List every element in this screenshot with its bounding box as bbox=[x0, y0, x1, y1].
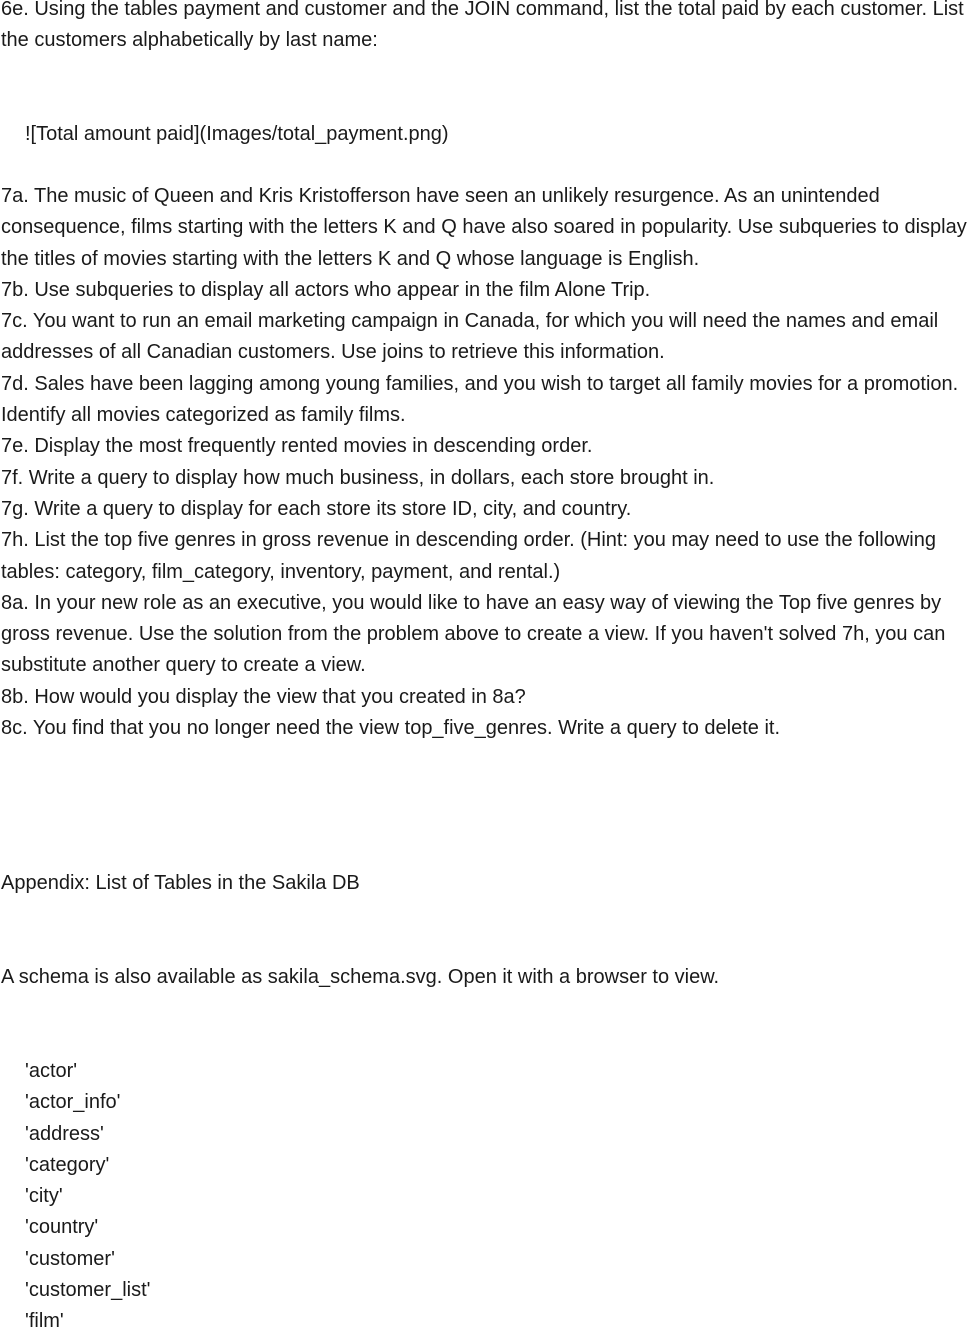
question-7g: 7g. Write a query to display for each store its store ID, city, and country. bbox=[1, 497, 632, 520]
question-7c: 7c. You want to run an email marketing campaign in Canada, for which you will need the names and email addresses of all Canadian customers. Use joins to retrieve this information. bbox=[1, 310, 939, 364]
question-7e: 7e. Display the most frequently rented movies in descending order. bbox=[1, 435, 593, 458]
table-list-item: 'country' bbox=[25, 1216, 99, 1239]
question-list bbox=[1, 181, 972, 744]
image-markdown-reference: ![Total amount paid](Images/total_payment.png) bbox=[25, 123, 449, 145]
question-7a: 7a. The music of Queen and Kris Kristofferson have seen an unlikely resurgence. As an unintended consequence, films starting with the letters K and Q have also soared in popularity. Use subqueries to display the titles of movies starting with the letters K and Q whose language is English. bbox=[1, 185, 967, 270]
question-7d: 7d. Sales have been lagging among young families, and you wish to target all family movies for a promotion. Identify all movies categorized as family films. bbox=[1, 372, 959, 427]
table-list-item: 'actor_info' bbox=[25, 1091, 121, 1114]
question-7h: 7h. List the top five genres in gross revenue in descending order. (Hint: you may need to use the following tables: category, film_category, inventory, payment, and rental.) bbox=[1, 529, 936, 583]
table-list-item: 'address' bbox=[25, 1122, 104, 1145]
table-list-item: 'actor' bbox=[25, 1060, 78, 1082]
question-8a: 8a. In your new role as an executive, you would like to have an easy way of viewing the Top five genres by gross revenue. Use the solution from the problem above to create a view. If you haven't solved 7h, you can substitute another query to create a view. bbox=[1, 591, 946, 677]
appendix-heading: Appendix: List of Tables in the Sakila DB bbox=[1, 872, 360, 894]
table-list-item: 'customer_list' bbox=[25, 1279, 151, 1302]
table-list-item: 'category' bbox=[25, 1153, 110, 1176]
question-8c: 8c. You find that you no longer need the view top_five_genres. Write a query to delete it. bbox=[1, 717, 781, 740]
question-6e: 6e. Using the tables payment and customer and the JOIN command, list the total paid by each customer. List the customers alphabetically by last name: bbox=[1, 0, 964, 52]
table-list-item: 'film' bbox=[25, 1310, 64, 1333]
schema-note: A schema is also available as sakila_schema.svg. Open it with a browser to view. bbox=[1, 966, 720, 988]
table-list-item: 'city' bbox=[25, 1185, 63, 1208]
question-7f: 7f. Write a query to display how much business, in dollars, each store brought in. bbox=[1, 466, 715, 489]
question-7b: 7b. Use subqueries to display all actors who appear in the film Alone Trip. bbox=[1, 278, 651, 301]
table-list-item: 'customer' bbox=[25, 1247, 115, 1270]
table-list bbox=[25, 1056, 425, 1338]
question-8b: 8b. How would you display the view that you created in 8a? bbox=[1, 685, 526, 708]
